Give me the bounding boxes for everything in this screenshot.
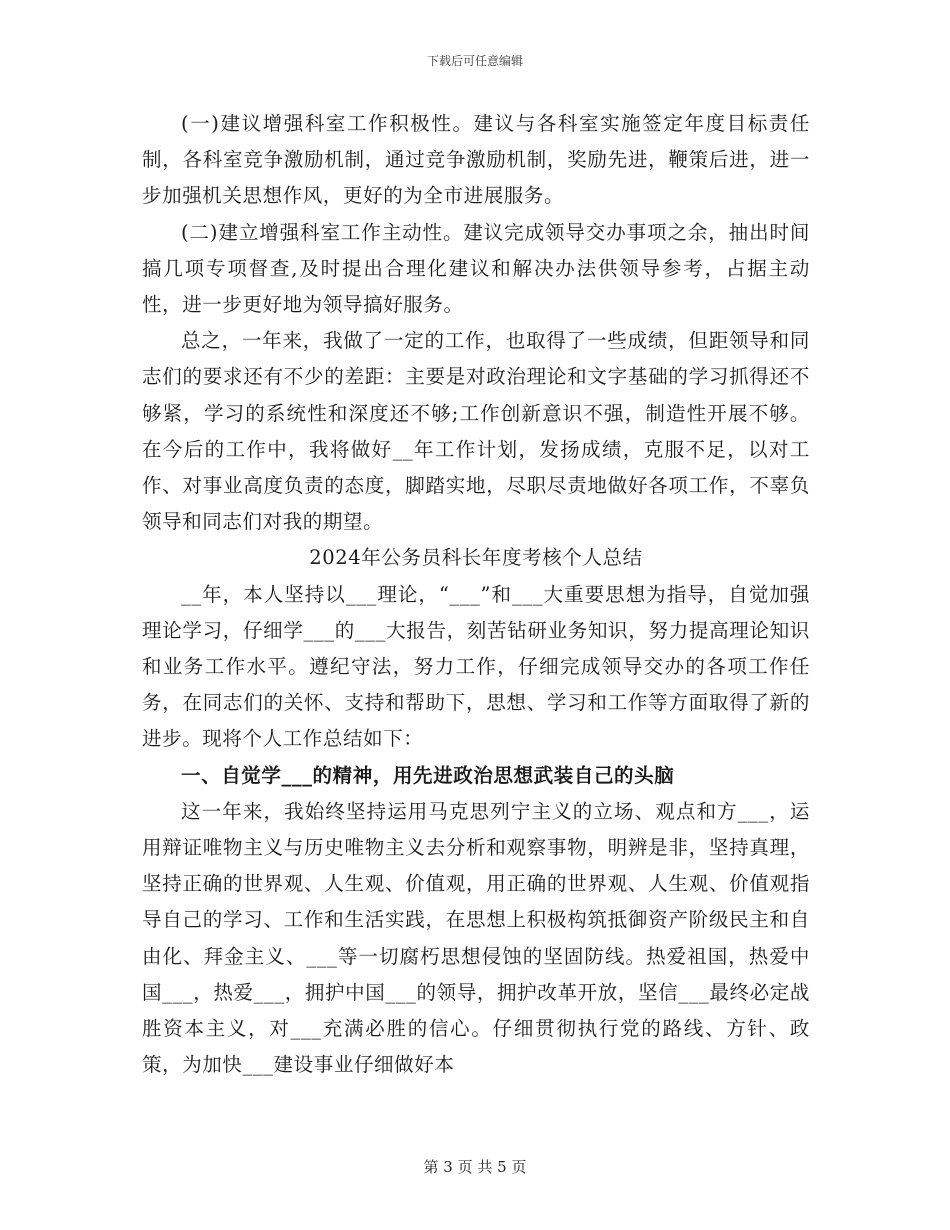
section-title: 2024年公务员科长年度考核个人总结 xyxy=(309,546,643,570)
page-number: 第 3 页 共 5 页 xyxy=(423,1158,527,1176)
heading-1: 一、自觉学___的精神，用先进政治思想武装自己的头脑 xyxy=(181,763,675,787)
page-header: 下载后可任意编辑 xyxy=(426,54,523,68)
paragraph-conclusion: 总之，一年来，我做了一定的工作，也取得了一些成绩，但距领导和同志们的要求还有不少的差距：主要是对政治理论和文字基础的学习抓得还不够紧，学习的系统性和深度还不够;工作创新意识不强，制造性开展不够。在今后的工作中，我将做好__年工作计划，发扬成绩，克服不足，以对工作、对事业高度负责的态度，脚踏实地，尽职尽责地做好各项工作，不辜负领导和同志们对我的期望。 xyxy=(142,329,810,534)
paragraph-suggestion-2: (二)建立增强科室工作主动性。建议完成领导交办事项之余，抽出时间搞几项专项督查,及时提出合理化建议和解决办法供领导参考，占据主动性，进一步更好地为领导搞好服务。 xyxy=(142,220,810,317)
document-body xyxy=(142,106,810,1083)
paragraph-suggestion-1: (一)建议增强科室工作积极性。建议与各科室实施签定年度目标责任制，各科室竞争激励机制，通过竞争激励机制，奖励先进，鞭策后进，进一步加强机关思想作风，更好的为全市进展服务。 xyxy=(142,112,810,208)
paragraph-intro: __年，本人坚持以___理论，“___”和___大重要思想为指导，自觉加强理论学习，仔细学___的___大报告，刻苦钻研业务知识，努力提高理论知识和业务工作水平。遵纪守法，努力工作，仔细完成领导交办的各项工作任务，在同志们的关怀、支持和帮助下，思想、学习和工作等方面取得了新的进步。现将个人工作总结如下： xyxy=(142,582,810,751)
paragraph-thought: 这一年来，我始终坚持运用马克思列宁主义的立场、观点和方___，运用辩证唯物主义与历史唯物主义去分析和观察事物，明辨是非，坚持真理，坚持正确的世界观、人生观、价值观，用正确的世界观、人生观、价值观指导自己的学习、工作和生活实践，在思想上积极构筑抵御资产阶级民主和自由化、拜金主义、___等一切腐朽思想侵蚀的坚固防线。热爱祖国，热爱中国___，热爱___，拥护中国___的领导，拥护改革开放，坚信___最终必定战胜资本主义，对___充满必胜的信心。仔细贯彻执行党的路线、方针、政策，为加快___建设事业仔细做好本 xyxy=(142,799,810,1077)
